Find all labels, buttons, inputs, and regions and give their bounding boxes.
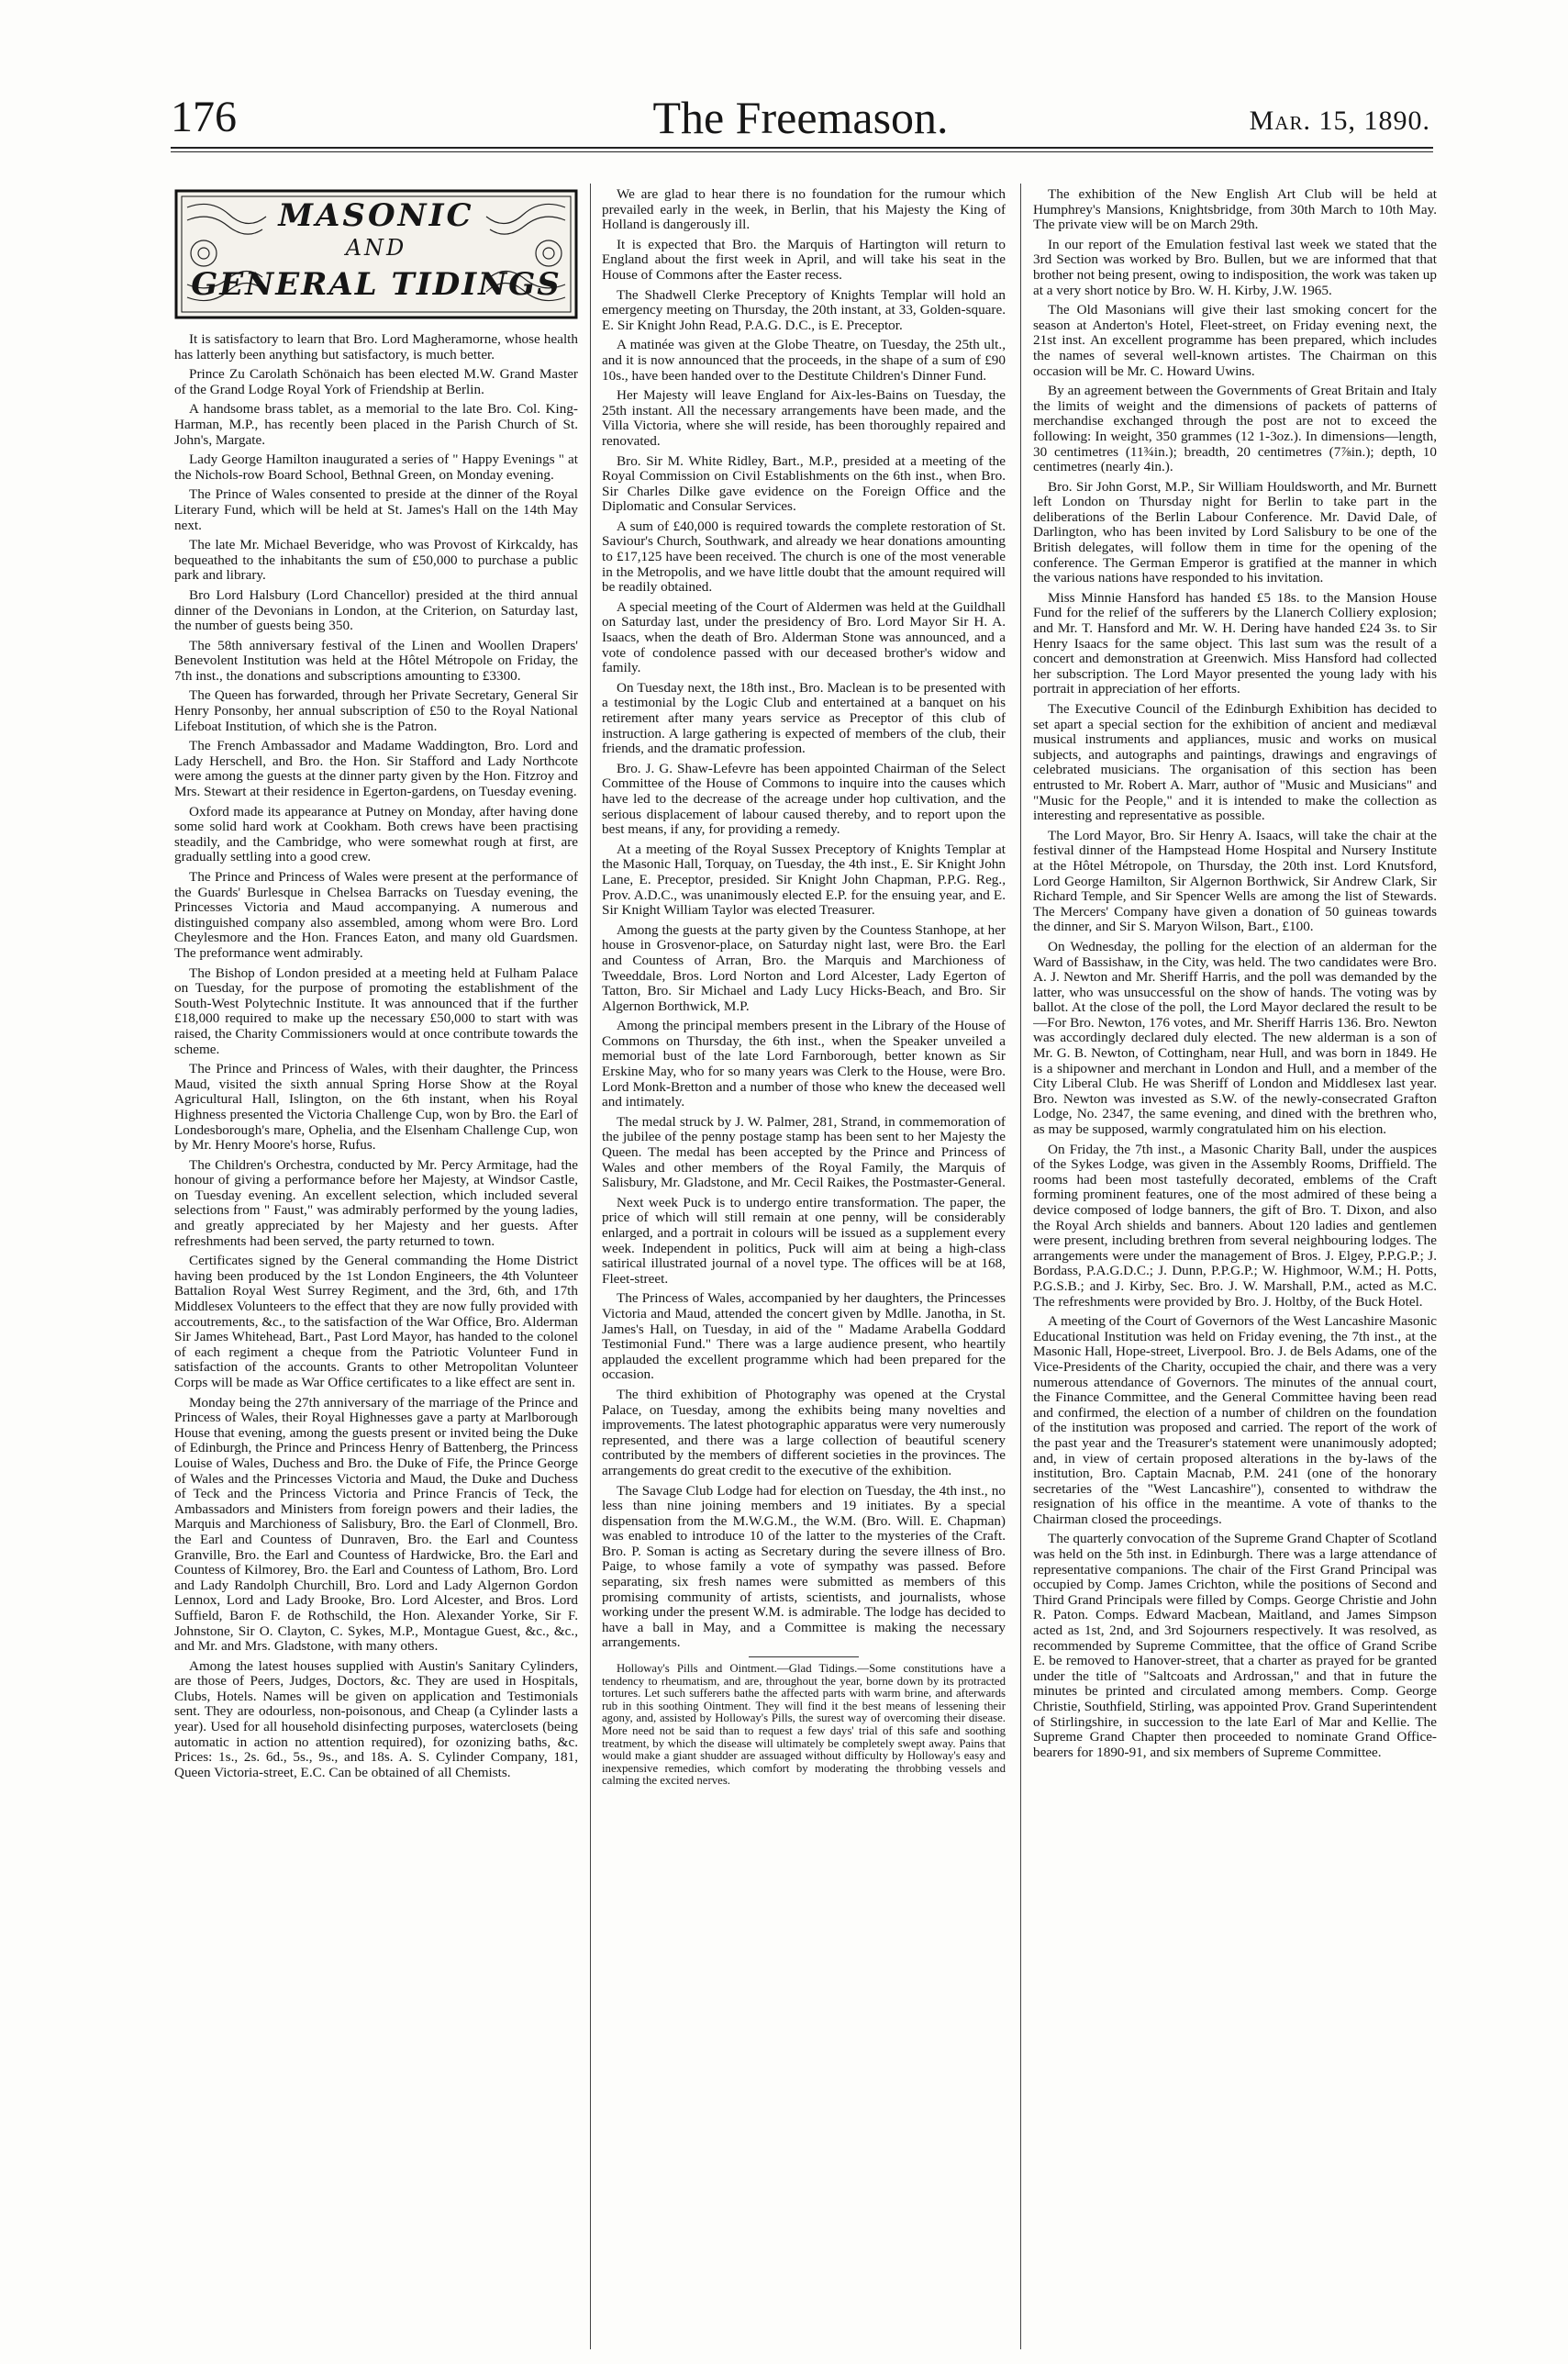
article-paragraph: Among the principal members present in the Library of the House of Commons on Thursday, the 6th inst., when the Speaker unveiled a memorial bust of the late Lord Farnborough, better known as Sir Erskine May, who for so many years was Clerk to the House, were Bro. Lord Monk-Bretton and a number of those who knew the deceased well and intimately. — [602, 1018, 1006, 1110]
article-paragraph: The Executive Council of the Edinburgh Exhibition has decided to set apart a special section for the exhibition of ancient and mediæval musical instruments and appliances, music and works on musical subjects, and autographs and paintings, drawings and engravings of celebrated musicians. The organisation of this section has been entrusted to Mr. Robert A. Marr, author of "Music and Musicians" and "Music for the People," and it is intended to make the collection as interesting and representative as possible. — [1033, 701, 1437, 824]
article-paragraph: The French Ambassador and Madame Waddington, Bro. Lord and Lady Herschell, and Bro. the Hon. Sir Stafford and Lady Northcote were among the guests at the dinner party given by the Hon. Fitzroy and Mrs. Stewart at their residence in Egerton-gardens, on Tuesday evening. — [174, 738, 578, 800]
article-paragraph: The Old Masonians will give their last smoking concert for the season at Anderton's Hotel, Fleet-street, on Friday evening next, the 21st inst. An excellent programme has been prepared, which includes the names of several well-known artistes. The Chairman on this occasion will be Mr. C. Howard Uwins. — [1033, 302, 1437, 379]
article-paragraph: It is satisfactory to learn that Bro. Lord Magheramorne, whose health has latterly been anything but satisfactory, is much better. — [174, 332, 578, 362]
article-paragraph: By an agreement between the Governments of Great Britain and Italy the limits of weight and the dimensions of packets of patterns of merchandise exchanged through the post are not to exceed the following: In weight, 350 grammes (12 1-3oz.). In dimensions—length, 30 centimetres (11¾in.); breadth, 20 centimetres (7⅞in.); depth, 10 centimetres (nearly 4in.). — [1033, 383, 1437, 475]
article-paragraph: Bro. J. G. Shaw-Lefevre has been appointed Chairman of the Select Committee of the House of Commons to inquire into the causes which have led to the decrease of the acreage under hop cultivation, and the serious displacement of labour caused thereby, and to report upon the best means, if any, for providing a remedy. — [602, 760, 1006, 838]
banner-line-3: GENERAL TIDINGS — [191, 266, 562, 303]
article-paragraph: A matinée was given at the Globe Theatre, on Tuesday, the 25th ult., and it is now announced that the proceeds, in the shape of a sum of £90 10s., have been handed over to the Destitute Children's Dinner Fund. — [602, 337, 1006, 384]
article-paragraph: The Savage Club Lodge had for election on Tuesday, the 4th inst., no less than nine joining members and 19 initiates. By a special dispensation from the M.W.G.M., the W.M. (Bro. Will. E. Chapman) was enabled to introduce 10 of the latter to the mysteries of the Craft. Bro. P. Soman is acting as Secretary during the severe illness of Bro. Paige, to whose family a vote of sympathy was passed. Before separating, six fresh names were submitted as members of this promising community of artists, scientists, and journalists, whose working under the present W.M. is admirable. The lodge has decided to have a ball in May, and a Committee is making the necessary arrangements. — [602, 1482, 1006, 1651]
masthead — [171, 92, 1430, 143]
article-paragraph: Next week Puck is to undergo entire transformation. The paper, the price of which will still remain at one penny, will be considerably enlarged, and a portrait in colours will be issued as a supplement every week. Independent in politics, Puck will aim at being a high-class satirical illustrated journal of a novel type. The offices will be at 168, Fleet-street. — [602, 1194, 1006, 1287]
section-banner — [174, 189, 578, 319]
article-paragraph: The Children's Orchestra, conducted by Mr. Percy Armitage, had the honour of giving a performance before her Majesty, at Windsor Castle, on Tuesday evening. An excellent selection, which included several selections from " Faust," was admirably performed by the young ladies, and greatly appreciated by her Majesty and her guests. After refreshments had been served, the party returned to town. — [174, 1156, 578, 1249]
article-paragraph: The Prince and Princess of Wales were present at the performance of the Guards' Burlesque in Chelsea Barracks on Tuesday evening, the Princesses Victoria and Maud accompanying. A numerous and distinguished company also assembled, among whom were Bro. Lord Cheylesmore and the Hon. Frances Eaton, and many old Guardsmen. The preformance went admirably. — [174, 869, 578, 961]
article-paragraph: The Prince of Wales consented to preside at the dinner of the Royal Literary Fund, which will be held at St. James's Hall on the 14th May next. — [174, 486, 578, 533]
article-paragraph: At a meeting of the Royal Sussex Preceptory of Knights Templar at the Masonic Hall, Torquay, on Tuesday, the 4th inst., E. Sir Knight John Lane, E. Preceptor, presided. Sir Knight John Chapman, P.P.G. Reg., Prov. A.D.C., was unanimously elected E.P. for the ensuing year, and E. Sir Knight William Taylor was elected Treasurer. — [602, 841, 1006, 919]
article-paragraph: The Bishop of London presided at a meeting held at Fulham Palace on Tuesday, for the purpose of promoting the establishment of the South-West Polytechnic Institute. It was announced that if the further £18,000 required to make up the necessary £50,000 to start with was raised, the Charity Commissioners would at once contribute towards the scheme. — [174, 965, 578, 1057]
article-paragraph: Lady George Hamilton inaugurated a series of " Happy Evenings " at the Nichols-row Board School, Bethnal Green, on Monday evening. — [174, 452, 578, 483]
column-rule-2 — [1020, 184, 1021, 2349]
article-paragraph: Among the latest houses supplied with Austin's Sanitary Cylinders, are those of Peers, Judges, Doctors, &c. They are used in Hospitals, Clubs, Hotels. Names will be given on application and Testimonials sent. They are odourless, non-poisonous, and Cheap (a Cylinder lasts a year). Used for all household disinfecting purposes, waterclosets (being automatic in action no attention required), for ozonizing baths, &c. Prices: 1s., 2s. 6d., 5s., 9s., and 18s. A. S. Cylinder Company, 181, Queen Victoria-street, E.C. Can be obtained of all Chemists. — [174, 1657, 578, 1780]
column-2 — [602, 187, 1006, 2335]
article-paragraph: The quarterly convocation of the Supreme Grand Chapter of Scotland was held on the 5th inst. in Edinburgh. There was a large attendance of representative companions. The chair of the First Grand Principal was occupied by Comp. James Crichton, while the positions of Second and Third Grand Principals were filled by Comps. George Christie and John R. Paton. Comps. Edward Macbean, Maitland, and James Simpson acted as 1st, 2nd, and 3rd Sojourners respectively. It was resolved, as recommended by Supreme Committee, that the office of Grand Scribe E. be removed to Hanover-street, that a charter as prayed for be granted under the title of "Saltcoats and Ardrossan," and that in future the minutes be printed and circulated among members. Comp. George Christie, Southfield, Stirling, was appointed Prov. Grand Superintendent of Stirlingshire, in succession to the late Earl of Mar and Kellie. The Supreme Grand Chapter then proceeded to nominate Grand Office-bearers for 1890-91, and six members of Supreme Committee. — [1033, 1531, 1437, 1760]
article-paragraph: Bro. Sir John Gorst, M.P., Sir William Houldsworth, and Mr. Burnett left London on Thursday night for Berlin to take part in the deliberations of the Berlin Labour Conference. Mr. David Dale, of Darlington, who has been invited by Lord Salisbury to be one of the British delegates, will follow them in time for the opening of the conference. The German Emperor is gratified at the manner in which the various nations have responded to his invitation. — [1033, 478, 1437, 586]
newspaper-title: The Freemason. — [652, 92, 949, 143]
article-paragraph: It is expected that Bro. the Marquis of Hartington will return to England about the first week in April, and will take his seat in the House of Commons after the Easter recess. — [602, 236, 1006, 283]
column-1 — [174, 332, 578, 2333]
header-rule — [171, 147, 1433, 149]
article-paragraph: In our report of the Emulation festival last week we stated that the 3rd Section was worked by Bro. Bullen, but we are informed that that brother not being present, owing to indisposition, the work was taken up at a very short notice by Bro. W. H. Kirby, J.W. 1965. — [1033, 236, 1437, 298]
article-paragraph: The Shadwell Clerke Preceptory of Knights Templar will hold an emergency meeting on Thursday, the 20th instant, at 33, Golden-square. E. Sir Knight John Read, P.A.G. D.C., is E. Preceptor. — [602, 286, 1006, 333]
article-paragraph: Her Majesty will leave England for Aix-les-Bains on Tuesday, the 25th instant. All the necessary arrangements have been made, and the Villa Victoria, where she will reside, has been thoroughly repaired and renovated. — [602, 387, 1006, 449]
article-paragraph: Prince Zu Carolath Schönaich has been elected M.W. Grand Master of the Grand Lodge Royal York of Friendship at Berlin. — [174, 366, 578, 397]
article-paragraph: A meeting of the Court of Governors of the West Lancashire Masonic Educational Institution was held on Friday evening, the 7th inst., at the Masonic Hall, Hope-street, Liverpool. Bro. J. de Bels Adams, one of the Vice-Presidents of the Charity, occupied the chair, and there was a very numerous attendance of Governors. The minutes of the annual court, the Finance Committee, and the General Committee having been read and confirmed, the election of a number of children on the foundation of the institution was proposed and carried. The report of the work of the past year and the Treasurer's statement were unanimously adopted; and, in view of certain proposed alterations in the by-laws of the institution, Bro. Captain Macnab, P.M. 241 (one of the honorary secretaries of the "West Lancashire"), consented to withdraw the resignation of his office in the meantime. A vote of thanks to the Chairman closed the proceedings. — [1033, 1313, 1437, 1527]
page-number: 176 — [171, 93, 237, 141]
article-paragraph: The Prince and Princess of Wales, with their daughter, the Princess Maud, visited the sixth annual Spring Horse Show at the Royal Agricultural Hall, Islington, on the 6th instant, when his Royal Highness presented the Victoria Challenge Cup, won by Bro. the Earl of Londesborough's mare, Ophelia, and the Elsenham Challenge Cup, won by Mr. Henry Moore's horse, Rufus. — [174, 1061, 578, 1154]
issue-date: Mar. 15, 1890. — [1249, 106, 1430, 136]
article-paragraph: A special meeting of the Court of Aldermen was held at the Guildhall on Saturday last, under the presidency of Bro. Lord Mayor Sir H. A. Isaacs, when the death of Bro. Alderman Stone was announced, and a vote of condolence passed with our deceased brother's widow and family. — [602, 598, 1006, 676]
article-paragraph: Certificates signed by the General commanding the Home District having been produced by the 1st London Engineers, the 4th Volunteer Battalion Royal West Surrey Regiment, and the 3rd, 6th, and 17th Middlesex Volunteers to the effect that they are now fully provided with accoutrements, &c., to the satisfaction of the War Office, Bro. Alderman Sir James Whitehead, Bart., Past Lord Mayor, has handed to the colonel of each regiment a cheque from the Patriotic Volunteer Fund in satisfaction of the accounts. Grants to other Metropolitan Volunteer Corps will be made as War Office certificates to a like effect are sent in. — [174, 1253, 578, 1390]
article-paragraph: On Tuesday next, the 18th inst., Bro. Maclean is to be presented with a testimonial by the Logic Club and entertained at a banquet on his retirement after many years service as Preceptor of this club of instruction. A large gathering is expected of members of the club, their friends, and the dramatic profession. — [602, 679, 1006, 757]
advertisement: Holloway's Pills and Ointment.—Glad Tidings.—Some constitutions have a tendency to rheumatism, and are, throughout the year, borne down by its protracted tortures. Let such sufferers bathe the affected parts with warm brine, and afterwards rub in this soothing Ointment. They will find it the best means of lessening their agony, and, assisted by Holloway's Pills, the surest way of overcoming their disease. More need not be said than to request a few days' trial of this safe and soothing treatment, by which the disease will ultimately be completely swept away. Pains that would make a giant shudder are assuaged without difficulty by Holloway's easy and inexpensive remedies, which comfort by moderating the throbbing vessels and calming the excited nerves. — [602, 1662, 1006, 1788]
article-paragraph: The medal struck by J. W. Palmer, 281, Strand, in commemoration of the jubilee of the penny postage stamp has been sent to her Majesty the Queen. The medal has been accepted by the Prince and Princess of Wales and other members of the Royal Family, the Marquis of Salisbury, Mr. Gladstone, and Mr. Cecil Raikes, the Postmaster-General. — [602, 1113, 1006, 1191]
banner-line-1: MASONIC — [278, 197, 474, 234]
article-paragraph: A handsome brass tablet, as a memorial to the late Bro. Col. King-Harman, M.P., has recently been placed in the Parish Church of St. John's, Margate. — [174, 401, 578, 448]
column-rule-1 — [590, 184, 591, 2349]
header-rule-thin — [171, 151, 1433, 152]
article-paragraph: Oxford made its appearance at Putney on Monday, after having done some solid hard work at Cookham. Both crews have been practising steadily, and the Cambridge, who were somewhat rough at first, are gradually settling into a good crew. — [174, 803, 578, 865]
column-3 — [1033, 187, 1437, 2335]
article-paragraph: Among the guests at the party given by the Countess Stanhope, at her house in Grosvenor-place, on Saturday night last, were Bro. the Earl and Countess of Arran, Bro. the Marquis and Marchioness of Tweeddale, Bros. Lord Norton and Lord Alcester, Lady Egerton of Tatton, Bro. Sir Michael and Lady Lucy Hicks-Beach, and Bro. Sir Algernon Borthwick, M.P. — [602, 921, 1006, 1014]
article-paragraph: The Lord Mayor, Bro. Sir Henry A. Isaacs, will take the chair at the festival dinner of the Hampstead Home Hospital and Nursery Institute at the Hôtel Métropole, on Thursday, the 20th inst. Lord Knutsford, Lord George Hamilton, Sir Algernon Borthwick, Sir Andrew Clark, Sir Richard Temple, and Sir Spencer Wells are among the list of Stewards. The Mercers' Company have given a donation of 50 guineas towards the dinner, and Sir S. Maryon Wilson, Bart., £100. — [1033, 827, 1437, 935]
article-paragraph: The Princess of Wales, accompanied by her daughters, the Princesses Victoria and Maud, attended the concert given by Mdlle. Janotha, in St. James's Hall, on Tuesday, in aid of the " Madame Arabella Goddard Testimonial Fund." There was a large audience present, who heartily applauded the excellent programme which had been prepared for the occasion. — [602, 1290, 1006, 1383]
article-paragraph: On Friday, the 7th inst., a Masonic Charity Ball, under the auspices of the Sykes Lodge, was given in the Assembly Rooms, Driffield. The rooms had been most tastefully decorated, emblems of the Craft forming prominent features, one of the most admired of these being a device composed of lodge banners, the gift of Bro. T. Dixon, and also the Royal Arch shields and banners. About 120 ladies and gentlemen were present, including brethren from several neighbouring lodges. The arrangements were under the management of Bros. J. Elgey, P.P.G.P.; J. Bordass, P.A.G.D.C.; J. Dunn, P.P.G.P.; W. Highmoor, W.M.; H. Potts, P.G.S.B.; and J. Kirby, Sec. Bro. J. W. Marshall, P.M., acted as M.C. The refreshments were provided by Bro. J. Holtby, of the Buck Hotel. — [1033, 1141, 1437, 1310]
article-paragraph: On Wednesday, the polling for the election of an alderman for the Ward of Bassishaw, in the City, was held. The two candidates were Bro. A. J. Newton and Mr. Sheriff Harris, and the poll was demanded by the latter, who was unsuccessful on the show of hands. The voting was by ballot. At the close of the poll, the Lord Mayor declared the result to be—For Bro. Newton, 176 votes, and Mr. Sheriff Harris 136. Bro. Newton was accordingly declared duly elected. The new alderman is a son of Mr. G. B. Newton, of Cottingham, near Hull, and was born in 1849. He is a shipowner and merchant in London and Hull, and a member of the City Liberal Club. He was Sheriff of London and Middlesex last year. Bro. Newton was invested as S.W. of the newly-consecrated Grafton Lodge, No. 2347, the same evening, and dined with the brethren who, as may be supposed, warmly congratulated him on his election. — [1033, 938, 1437, 1138]
article-paragraph: A sum of £40,000 is required towards the complete restoration of St. Saviour's Church, Southwark, and already we hear donations amounting to £17,125 have been received. The church is one of the most venerable in the Metropolis, and we have little doubt that the amount required will be readily obtained. — [602, 518, 1006, 596]
advert-rule — [749, 1656, 859, 1657]
article-paragraph: Bro Lord Halsbury (Lord Chancellor) presided at the third annual dinner of the Devonians in London, at the Criterion, on Saturday last, the number of guests being 350. — [174, 586, 578, 634]
article-paragraph: The late Mr. Michael Beveridge, who was Provost of Kirkcaldy, has bequeathed to the inhabitants the sum of £50,000 to purchase a public park and library. — [174, 537, 578, 584]
banner-line-2: AND — [345, 235, 407, 261]
article-paragraph: We are glad to hear there is no foundation for the rumour which prevailed early in the week, in Berlin, that his Majesty the King of Holland is dangerously ill. — [602, 187, 1006, 233]
article-paragraph: Miss Minnie Hansford has handed £5 18s. to the Mansion House Fund for the relief of the sufferers by the Llanerch Colliery explosion; and Mr. T. Hansford and Mr. W. H. Dering have handed £24 3s. to Sir Henry Isaacs for the same object. This last sum was the result of a concert and demonstration at Greenwich. Miss Hansford had collected her subscription. The Lord Mayor presented the young lady with his portrait in appreciation of her efforts. — [1033, 589, 1437, 697]
article-paragraph: The third exhibition of Photography was opened at the Crystal Palace, on Tuesday, among the exhibits being many novelties and improvements. The latest photographic apparatus were very numerously represented, and there was a large collection of beautiful scenery contributed by the members of different societies in the provinces. The arrangements do great credit to the executive of the exhibition. — [602, 1386, 1006, 1478]
article-paragraph: The Queen has forwarded, through her Private Secretary, General Sir Henry Ponsonby, her annual subscription of £50 to the Royal National Lifeboat Institution, of which she is the Patron. — [174, 687, 578, 734]
article-paragraph: The 58th anniversary festival of the Linen and Woollen Drapers' Benevolent Institution was held at the Hôtel Métropole on Friday, the 7th inst., the donations and subscriptions amounting to £3300. — [174, 637, 578, 684]
article-paragraph: Bro. Sir M. White Ridley, Bart., M.P., presided at a meeting of the Royal Commission on Civil Establishments on the 6th inst., when Bro. Sir Charles Dilke gave evidence on the Foreign Office and the Diplomatic and Consular Services. — [602, 452, 1006, 515]
article-paragraph: Monday being the 27th anniversary of the marriage of the Prince and Princess of Wales, their Royal Highnesses gave a party at Marlborough House that evening, among the guests present or invited being the Duke of Edinburgh, the Prince and Princess Henry of Battenberg, the Princess Louise of Wales, Duchess and Bro. the Duke of Fife, the Prince George of Wales and the Princesses Victoria and Maud, the Duke and Duchess of Teck and the Princess Victoria and Prince Francis of Teck, the Ambassadors and Ministers from foreign powers and their ladies, the Marquis and Marchioness of Salisbury, Bro. the Earl of Clonmell, Bro. the Earl and Countess of Dunraven, Bro. the Earl and Countess Granville, Bro. the Earl and Countess of Hardwicke, Bro. the Earl and Countess of Kilmorey, Bro. the Earl and Countess of Lathom, Bro. Lord and Lady Randolph Churchill, Bro. Lord and Lady Algernon Gordon Lennox, Lord and Lady Brooke, Bro. Lord Alcester, and Bros. Lord Suffield, Baron F. de Rothschild, the Hon. Alexander Yorke, Sir F. Johnstone, Sir O. Clayton, C. Sykes, M.P., Montague Guest, &c., &c., and Mr. and Mrs. Gladstone, with many others. — [174, 1394, 578, 1655]
article-paragraph: The exhibition of the New English Art Club will be held at Humphrey's Mansions, Knightsbridge, from 30th March to 10th May. The private view will be on March 29th. — [1033, 187, 1437, 233]
